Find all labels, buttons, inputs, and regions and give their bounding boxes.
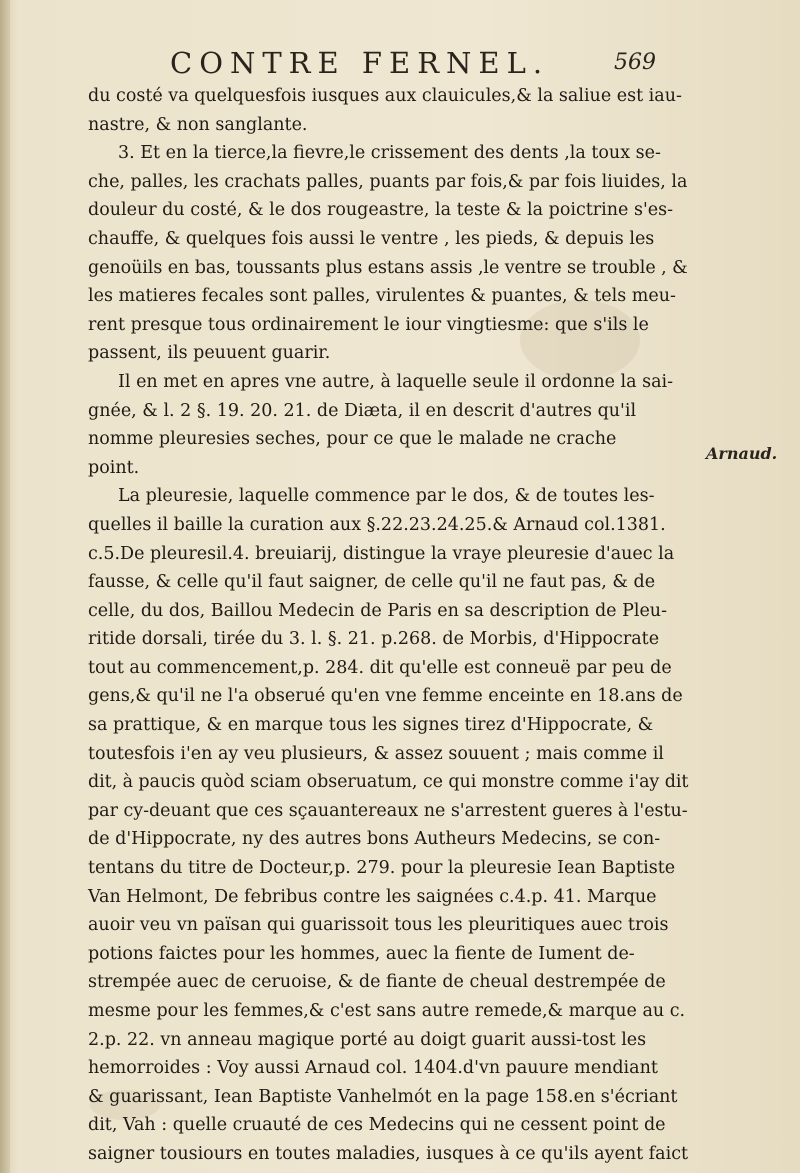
text-line: 2.p. 22. vn anneau magique porté au doigt guarit aussi-tost les: [88, 1029, 647, 1050]
text-line: du costé va quelquesfois iusques aux clauicules,& la saliue est iau-: [88, 86, 682, 106]
text-line: chauffe, & quelques fois aussi le ventre , les pieds, & depuis les: [88, 228, 655, 249]
text-line: quelles il baille la curation aux §.22.23.24.25.& Arnaud col.1381.: [88, 514, 666, 535]
text-line: genoüils en bas, toussants plus estans assis ,le ventre se trouble , &: [88, 257, 688, 278]
text-line: celle, du dos, Baillou Medecin de Paris en sa description de Pleu-: [88, 600, 667, 621]
text-line: ritide dorsali, tirée du 3. l. §. 21. p.268. de Morbis, d'Hippocrate: [88, 629, 660, 650]
text-line: Il en met en apres vne autre, à laquelle seule il ordonne la sai-: [118, 371, 674, 392]
text-line: 3. Et en la tierce,la fievre,le crissement des dents ,la toux se-: [118, 143, 661, 164]
text-line: hemorroides : Voy aussi Arnaud col. 1404.d'vn pauure mendiant: [88, 1058, 658, 1079]
text-line: douleur du costé, & le dos rougeastre, la teste & la poictrine s'es-: [88, 200, 674, 221]
text-line: les matieres fecales sont palles, virulentes & puantes, & tels meu-: [88, 286, 676, 307]
text-line: La pleuresie, laquelle commence par le dos, & de toutes les-: [118, 486, 655, 507]
text-line: sa prattique, & en marque tous les signes tirez d'Hippocrate, &: [88, 715, 654, 736]
text-line: nomme pleuresies seches, pour ce que le malade ne crache: [88, 429, 617, 450]
text-line: mesme pour les femmes,& c'est sans autre remede,& marque au c.: [88, 1001, 686, 1021]
text-line: strempée auec de ceruoise, & de fiante de cheual destrempée de: [88, 972, 666, 993]
text-line: tentans du titre de Docteur,p. 279. pour la pleuresie Iean Baptiste: [88, 858, 676, 879]
text-line: tout au commencement,p. 284. dit qu'elle est conneuë par peu de: [88, 657, 672, 678]
text-line: c.5.De pleuresil.4. breuiarij, distingue la vraye pleuresie d'auec la: [88, 543, 675, 564]
text-line: auoir veu vn païsan qui guarissoit tous les pleuritiques auec trois: [88, 915, 669, 936]
page-number: 569: [614, 50, 656, 75]
text-line: point.: [88, 457, 140, 478]
text-line: dit, Vah : quelle cruauté de ces Medecins qui ne cessent point de: [88, 1115, 666, 1136]
text-line: potions faictes pour les hommes, auec la fiente de Iument de-: [88, 943, 635, 964]
text-line: saigner tousiours en toutes maladies, iusques à ce qu'ils ayent faict: [88, 1143, 689, 1164]
text-line: nastre, & non sanglante.: [88, 114, 308, 135]
margin-note: Arnaud.: [706, 444, 778, 463]
text-line: par cy-deuant que ces sçauantereaux ne s'arrestent gueres à l'estu-: [88, 800, 688, 821]
text-line: & guarissant, Iean Baptiste Vanhelmót en la page 158.en s'écriant: [88, 1086, 678, 1107]
text-line: gnée, & l. 2 §. 19. 20. 21. de Diæta, il en descrit d'autres qu'il: [88, 400, 637, 421]
text-line: fausse, & celle qu'il faut saigner, de celle qu'il ne faut pas, & de: [88, 572, 656, 593]
text-line: dit, à paucis quòd sciam obseruatum, ce qui monstre comme i'ay dit: [88, 772, 689, 793]
running-title: CONTRE FERNEL.: [170, 46, 550, 80]
page-gutter: [0, 0, 10, 1173]
text-line: gens,& qu'il ne l'a obserué qu'en vne femme enceinte en 18.ans de: [88, 686, 683, 707]
text-line: rent presque tous ordinairement le iour vingtiesme: que s'ils le: [88, 314, 649, 335]
page-header: [0, 46, 800, 86]
text-line: Van Helmont, De febribus contre les saignées c.4.p. 41. Marque: [88, 886, 657, 907]
text-line: de d'Hippocrate, ny des autres bons Autheurs Medecins, se con-: [88, 829, 661, 850]
text-line: che, palles, les crachats palles, puants par fois,& par fois liuides, la: [88, 171, 688, 192]
body-text: [88, 82, 688, 1169]
text-line: toutesfois i'en ay veu plusieurs, & assez souuent ; mais comme il: [88, 743, 664, 764]
text-line: passent, ils peuuent guarir.: [88, 343, 331, 364]
